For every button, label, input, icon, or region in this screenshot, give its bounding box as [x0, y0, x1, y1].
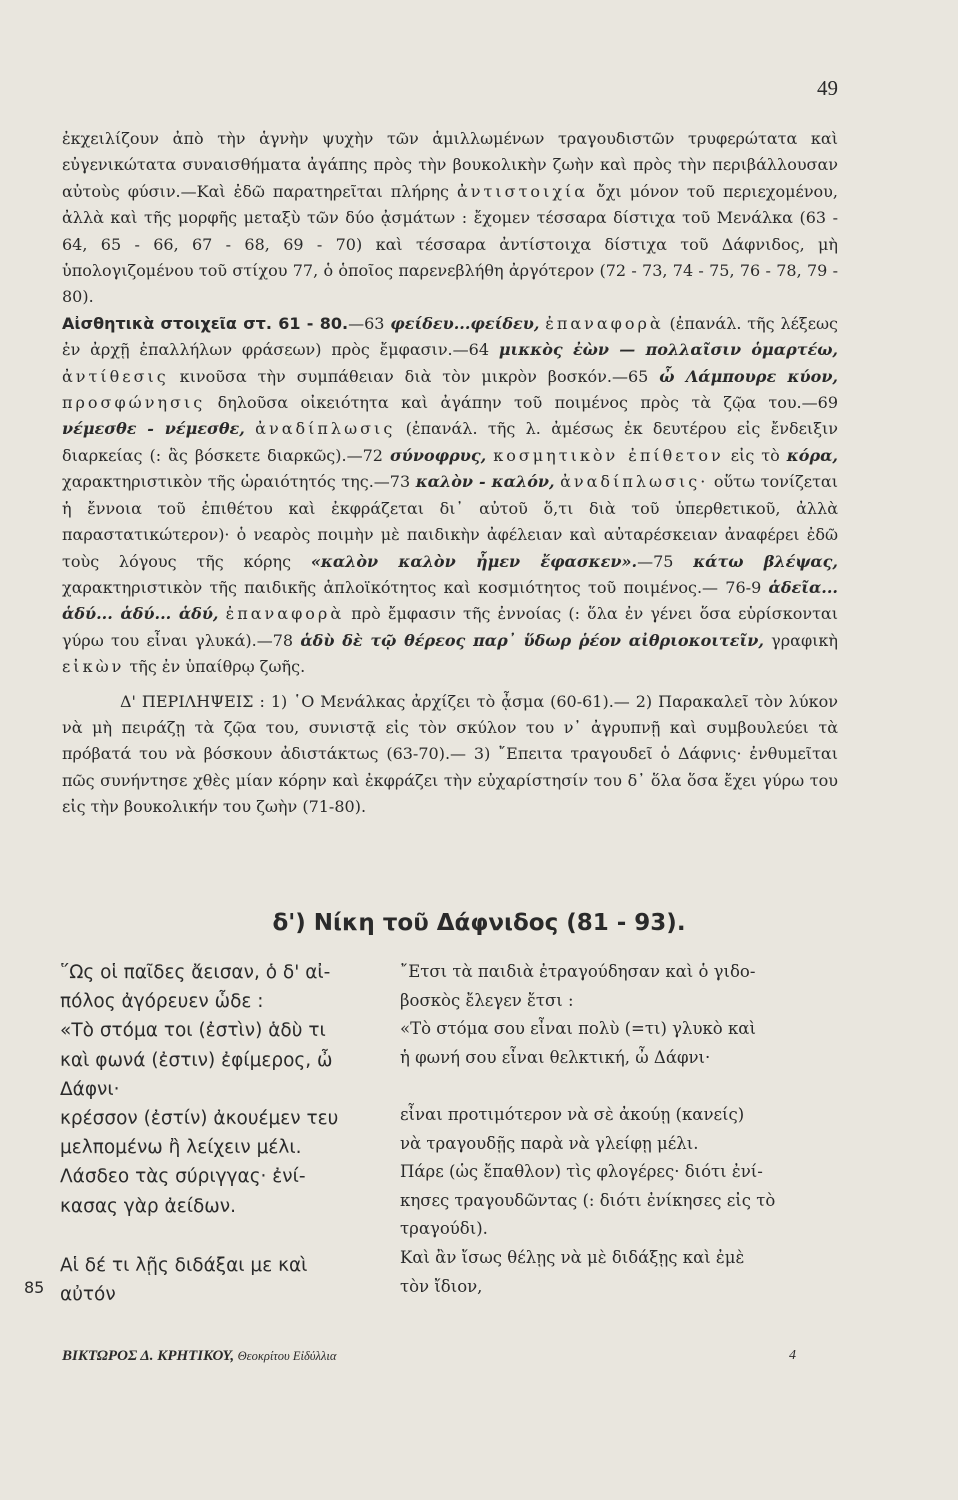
translation-line: ῎Ετσι τὰ παιδιὰ ἐτραγούδησαν καὶ ὁ γιδο-	[400, 962, 756, 981]
page-number: 49	[817, 76, 838, 100]
translation-line: Πάρε (ὡς ἔπαθλον) τὶς φλογέρες· διότι ἐνί-	[400, 1162, 763, 1182]
greek-line: αὐτόν	[60, 1284, 116, 1306]
greek-line: πόλος ἀγόρευεν ὧδε :	[60, 991, 264, 1013]
paragraph-form-correspondence: ἐκχειλίζουν ἀπὸ τὴν ἁγνὴν ψυχὴν τῶν ἁμιλλωμένων τραγουδιστῶν τρυφερώτατα καὶ εὐγενικώτατα συναισθήματα ἀγάπης πρὸς τὴν βουκολικὴν ζωὴν καὶ πρὸς τὴν περιβάλλουσαν αὐτοὺς φύσιν.—Καὶ ἐδῶ παρατηρεῖται πλήρης ἀντιστοιχία ὄχι μόνον τοῦ περιεχομένου, ἀλλὰ καὶ τῆς μορφῆς μεταξὺ τῶν δύο ᾀσμάτων : ἔχομεν τέσσαρα δίστιχα τοῦ Μενάλκα (63 - 64, 65 - 66, 67 - 68, 69 - 70) καὶ τέσσαρα ἀντίστοιχα δίστιχα τοῦ Δάφνιδος, μὴ ὑπολογιζομένου τοῦ στίχου 77, ὁ ὁποῖος παρενεβλήθη ἀργότερον (72 - 73, 74 - 75, 76 - 78, 79 - 80).	[62, 129, 838, 307]
greek-line: κασας γὰρ ἀείδων.	[60, 1195, 237, 1217]
greek-line: Λάσδεο τὰς σύριγγας· ἐνί-	[60, 1166, 306, 1188]
translation-line: ἡ φωνή σου εἶναι θελκτική, ὦ Δάφνι·	[400, 1047, 711, 1067]
footer-book-title: Θεοκρίτου Εἰδύλλια	[237, 1349, 337, 1363]
section-heading: δ') Νίκη τοῦ Δάφνιδος (81 - 93).	[272, 910, 686, 936]
greek-line: «Τὸ στόμα τοι (ἐστὶν) ἁδὺ τι	[60, 1020, 326, 1042]
inline-heading: Αἰσθητικὰ στοιχεῖα στ. 61 - 80.	[62, 313, 349, 333]
footer-author: ΒΙΚΤΩΡΟΣ Δ. ΚΡΗΤΙΚΟΥ,	[62, 1348, 235, 1364]
greek-line: ῞Ως οἱ παῖδες ἄεισαν, ὁ δ' αἰ-	[60, 962, 331, 983]
greek-line: Δάφνι·	[60, 1078, 120, 1100]
translation-line: «Τὸ στόμα σου εἶναι πολὺ (=τι) γλυκὸ καὶ	[400, 1019, 756, 1039]
body-text	[62, 126, 838, 821]
translation-line: τραγούδι).	[400, 1219, 488, 1239]
translation-line	[400, 1072, 840, 1101]
greek-line: Αἱ δέ τι λῇς διδάξαι με καὶ	[60, 1254, 308, 1276]
translation-line: βοσκὸς ἔλεγεν ἔτσι :	[400, 990, 574, 1010]
translation-column	[400, 958, 840, 1301]
translation-line: τὸν ἴδιον,	[400, 1276, 483, 1296]
verse-line-number: 85	[24, 1278, 45, 1297]
signature-mark: 4	[789, 1348, 796, 1363]
greek-text-column	[60, 958, 400, 1309]
paragraph-summaries: Δ' ΠΕΡΙΛΗΨΕΙΣ : 1) ῾Ο Μενάλκας ἀρχίζει τὸ ᾆσμα (60-61).— 2) Παρακαλεῖ τὸν λύκον νὰ μὴ πειράζῃ τὰ ζῷα του, συνιστᾷ εἰς τὸν σκύλον του ν᾽ ἀγρυπνῇ καὶ συμβουλεύει τὰ πρόβατά του νὰ βόσκουν ἀδιστάκτως (63-70).— 3) ῎Επειτα τραγουδεῖ ὁ Δάφνις· ἐνθυμεῖται πῶς συνήντησε χθὲς μίαν κόρην καὶ ἐκφράζει τὴν εὐχαρίστησίν του δ᾽ ὅλα ὅσα ἔχει γύρω του εἰς τὴν βουκολικήν του ζωὴν (71-80).	[62, 691, 838, 817]
translation-line: εἶναι προτιμότερον νὰ σὲ ἀκούῃ (κανείς)	[400, 1104, 745, 1124]
translation-line: κησες τραγουδῶντας (: διότι ἐνίκησες εἰς τὸ	[400, 1190, 776, 1210]
translation-line: νὰ τραγουδῇς παρὰ νὰ γλείφῃ μέλι.	[400, 1133, 699, 1153]
translation-line: Καὶ ἂν ἴσως θέλῃς νὰ μὲ διδάξῃς καὶ ἐμὲ	[400, 1247, 745, 1267]
footer	[62, 1348, 812, 1365]
greek-line: καὶ φωνά (ἐστιν) ἐφίμερος, ὦ	[60, 1049, 333, 1071]
greek-line: μελπομένω ἢ λείχειν μέλι.	[60, 1137, 302, 1159]
paragraph-aesthetic-elements: Αἰσθητικὰ στοιχεῖα στ. 61 - 80.—63 φείδευ...φείδευ, ἐπαναφορὰ (ἐπανάλ. τῆς λέξεως ἐν ἀρχῇ ἐπαλλήλων φράσεων) πρὸς ἔμφασιν.—64 μικκὸς ἐὼν — πολλαῖσιν ὁμαρτέω, ἀντίθεσις κινοῦσα τὴν συμπάθειαν διὰ τὸν μικρὸν βοσκόν.—65 ὦ Λάμπουρε κύον, προσφώνησις δηλοῦσα οἰκειότητα καὶ ἀγάπην τοῦ ποιμένος πρὸς τὰ ζῷα του.—69 νέμεσθε - νέμεσθε, ἀναδίπλωσις (ἐπανάλ. τῆς λ. ἀμέσως ἐκ δευτέρου εἰς ἔνδειξιν διαρκείας (: ἃς βόσκετε διαρκῶς).—72 σύνοφρυς, κοσμητικὸν ἐπίθετον εἰς τὸ κόρα, χαρακτηριστικὸν τῆς ὡραιότητός της.—73 καλὸν - καλόν, ἀναδίπλωσις· οὕτω τονίζεται ἡ ἔννοια τοῦ ἐπιθέτου καὶ ἐκφράζεται δι᾽ αὐτοῦ ὅ,τι διὰ τοῦ ὑπερθετικοῦ, ἀλλὰ παραστατικώτερον)· ὁ νεαρὸς ποιμὴν μὲ παιδικὴν ἀφέλειαν καὶ αὐταρέσκειαν ἀναφέρει ἐδῶ τοὺς λόγους τῆς κόρης «καλὸν καλὸν ἦμεν ἔφασκεν».—75 κάτω βλέψας, χαρακτηριστικὸν τῆς παιδικῆς ἁπλοϊκότητος καὶ κοσμιότητος τοῦ ποιμένος.— 76-9 ἁδεῖα... ἁδύ... ἁδύ... ἁδύ, ἐπαναφορὰ πρὸ ἔμφασιν τῆς ἐννοίας (: ὅλα ἐν γένει ὅσα εὑρίσκονται γύρω του εἶναι γλυκά).—78 ἁδὺ δὲ τῷ θέρεος παρ᾽ ὕδωρ ῥέον αἰθριοκοιτεῖν, γραφικὴ εἰκὼν τῆς ἐν ὑπαίθρῳ ζωῆς.	[62, 313, 839, 677]
greek-line: κρέσσον (ἐστίν) ἀκουέμεν τευ	[60, 1108, 339, 1130]
